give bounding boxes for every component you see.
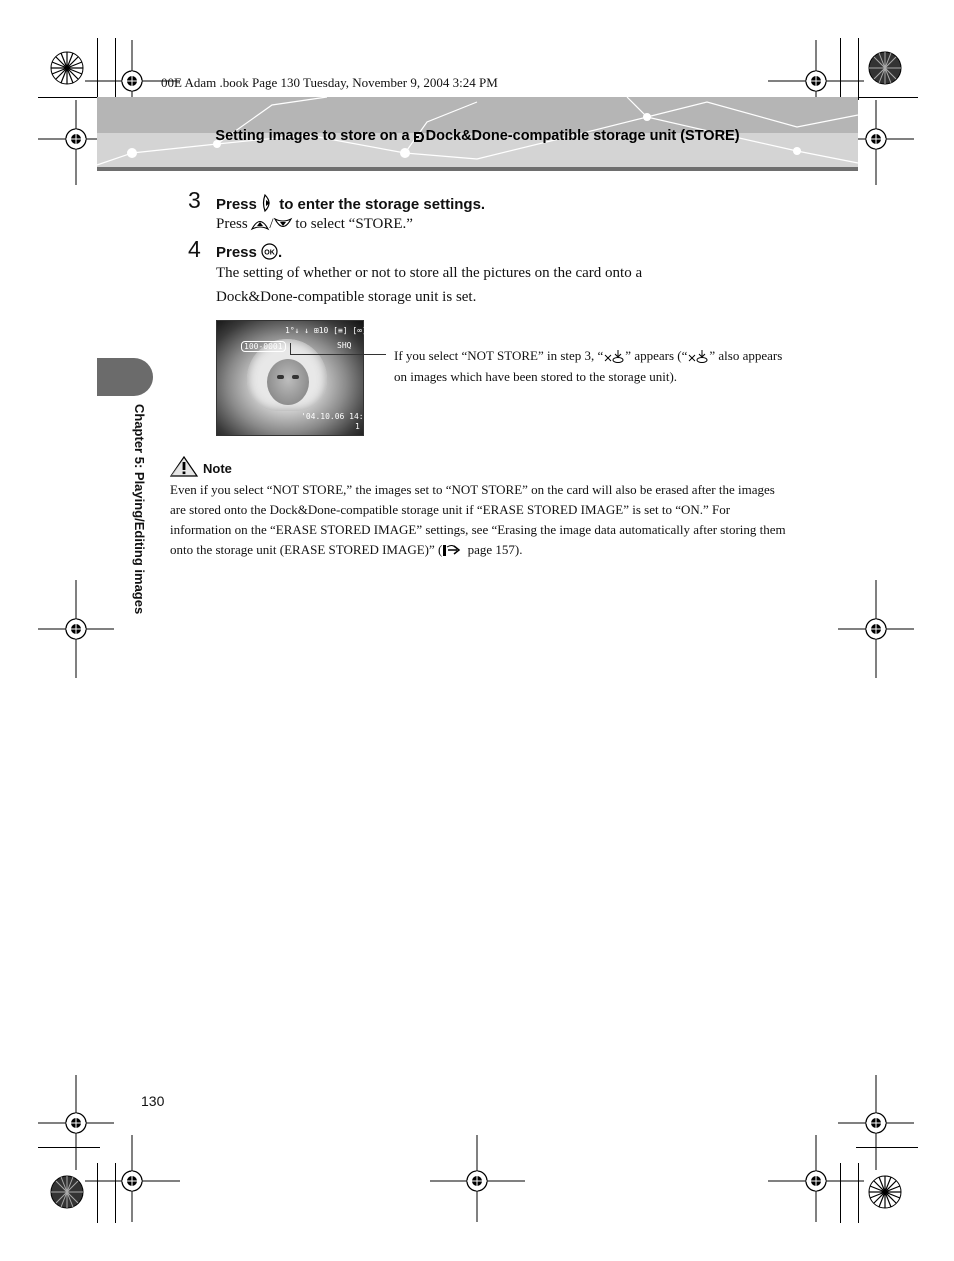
right-arrow-button-icon	[261, 194, 275, 212]
page-reference-icon	[442, 543, 464, 557]
down-button-icon	[274, 217, 292, 231]
step-number: 3	[188, 187, 201, 213]
screen-date: '04.10.06 14:30	[301, 412, 374, 421]
header-banner	[97, 97, 858, 171]
chapter-label: Chapter 5: Playing/Editing images	[132, 404, 147, 615]
page-number: 130	[141, 1093, 165, 1109]
ok-button-icon	[261, 243, 278, 260]
screen-quality: SHQ	[337, 341, 352, 350]
svg-text:OK: OK	[264, 249, 275, 257]
up-button-icon	[251, 217, 269, 231]
not-store-icon	[687, 349, 709, 363]
note-title: Note	[203, 461, 232, 476]
print-header: 00E Adam .book Page 130 Tuesday, November 9, 2004 3:24 PM	[161, 75, 498, 90]
step-body-line: Dock&Done-compatible storage unit is set.	[216, 289, 477, 305]
dock-icon	[414, 131, 426, 143]
camera-screen-image	[216, 320, 374, 436]
step-body-line: The setting of whether or not to store all the pictures on the card onto a	[216, 265, 643, 281]
step-title: Press OK .	[216, 244, 283, 261]
step-number: 4	[188, 236, 201, 262]
callout-leader	[290, 354, 386, 355]
chapter-tab	[97, 358, 153, 396]
banner-title: Setting images to store on a Dock&Done-compatible storage unit (STORE)	[215, 128, 740, 144]
callout-text: If you select “NOT STORE” in step 3, “ ” appears (“ ” also appears on images which have been stored to the storage unit).	[394, 348, 783, 384]
not-store-icon	[603, 349, 625, 363]
step-body: Press / to select “STORE.”	[216, 216, 413, 232]
screen-count: 1	[355, 422, 360, 431]
step-title: Press to enter the storage settings.	[216, 196, 486, 213]
screen-osd-icons: 1°↓ ↓ ⊞10 [≡] [∞]	[285, 326, 367, 335]
screen-file-number: 100-0001	[241, 341, 286, 352]
warning-icon	[170, 456, 198, 478]
note-body: Even if you select “NOT STORE,” the images set to “NOT STORE” on the card will also be erased after the images are stored onto the Dock&Done-compatible storage unit if “ERASE STORED IMAGE” is set to “ON.” For information on the “ERASE STORED IMAGE” settings, see “Erasing the image data automatically after storing them onto the storage unit (ERASE STORED IMAGE)” ( page 157).	[170, 482, 786, 557]
